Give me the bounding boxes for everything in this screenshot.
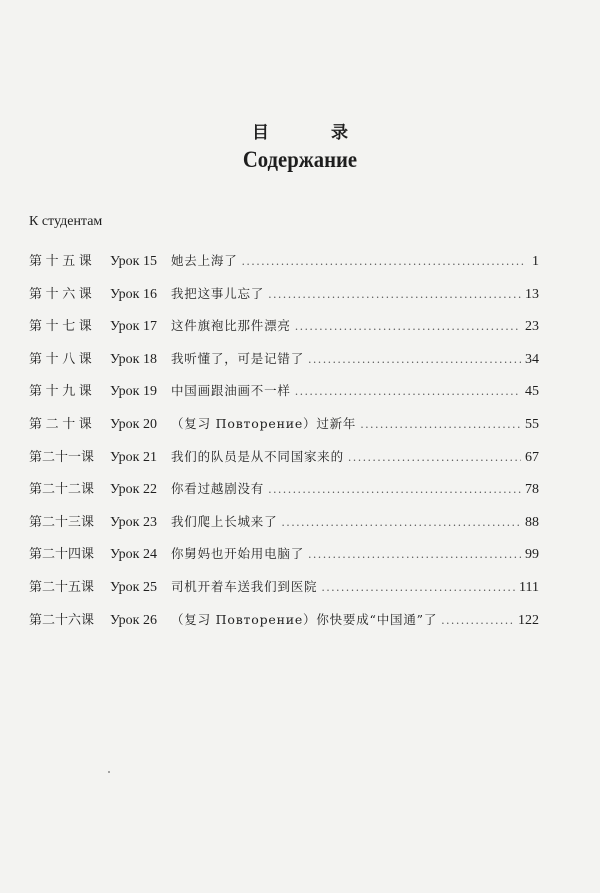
lesson-number-ru: Урок 21: [110, 449, 157, 465]
toc-row: [29, 512, 539, 545]
dot-leader: [441, 611, 514, 631]
dot-leader: [308, 545, 521, 565]
lesson-title: 中国画跟油画不一样: [171, 383, 291, 399]
lesson-title: 你舅妈也开始用电脑了: [171, 546, 305, 562]
page-number: 45: [525, 384, 539, 400]
paper-speck: [108, 771, 110, 773]
lesson-title: 司机开着车送我们到医院: [171, 578, 318, 594]
lesson-title: 这件旗袍比那件漂亮: [171, 318, 291, 334]
lesson-number-ru: Урок 18: [110, 351, 157, 367]
page-title-russian: Содержание: [242, 147, 358, 172]
page-number: 34: [525, 351, 539, 367]
dot-leader: [268, 285, 521, 305]
page-title-chinese: 目 录: [252, 123, 376, 143]
dot-leader: [281, 513, 521, 533]
lesson-number-cn: 第十九课: [29, 384, 96, 400]
dot-leader: [295, 382, 521, 402]
page-number: 1: [532, 254, 539, 269]
toc-row: [29, 349, 539, 382]
lesson-number-ru: Урок 25: [110, 579, 157, 595]
toc-row: [29, 284, 539, 317]
toc-row: [29, 610, 539, 643]
lesson-number-ru: Урок 19: [110, 384, 157, 400]
lesson-number-cn: 第十八课: [29, 351, 96, 367]
lesson-number-ru: Урок 22: [110, 482, 157, 498]
page-number: 99: [525, 547, 539, 563]
toc-row: [29, 577, 539, 610]
lesson-number-ru: Урок 26: [110, 612, 157, 628]
lesson-number-ru: Урок 15: [110, 254, 157, 269]
page-number: 67: [525, 449, 539, 465]
toc-row: [29, 251, 539, 284]
toc-row: [29, 316, 539, 349]
lesson-title: 我们的队员是从不同国家来的: [171, 448, 344, 464]
lesson-number-cn: 第二十二课: [29, 482, 95, 498]
lesson-title: （复习 Повторение）过新年: [171, 415, 357, 431]
dot-leader: [348, 448, 521, 468]
lesson-number-ru: Урок 24: [110, 547, 157, 563]
toc-row: [29, 414, 539, 447]
page-number: 111: [519, 579, 539, 595]
toc-list: [29, 251, 539, 642]
page-number: 55: [525, 416, 539, 432]
lesson-title: 她去上海了: [171, 253, 238, 268]
lesson-number-cn: 第二十一课: [29, 449, 95, 465]
lesson-number-cn: 第十六课: [29, 286, 96, 302]
lesson-title: 我把这事儿忘了: [171, 285, 265, 301]
toc-row: [29, 447, 539, 480]
lesson-number-cn: 第二十四课: [29, 547, 95, 563]
lesson-title: 我听懂了，可是记错了: [171, 350, 305, 366]
toc-row: [29, 381, 539, 414]
lesson-title: 我们爬上长城来了: [171, 513, 278, 529]
lesson-title: 你看过越剧没有: [171, 481, 265, 497]
page-number: 13: [525, 286, 539, 302]
lesson-number-cn: 第二十五课: [29, 579, 95, 595]
lesson-number-cn: 第二十课: [29, 416, 96, 432]
dot-leader: [360, 415, 521, 435]
page-number: 122: [518, 612, 539, 628]
dot-leader: [295, 317, 521, 337]
lesson-number-ru: Урок 23: [110, 514, 157, 530]
dot-leader: [242, 252, 525, 272]
page-number: 88: [525, 514, 539, 530]
dot-leader: [321, 578, 515, 598]
dot-leader: [308, 350, 521, 370]
lesson-number-ru: Урок 20: [110, 416, 157, 432]
intro-entry: К студентам: [29, 214, 103, 229]
lesson-number-ru: Урок 16: [110, 286, 157, 302]
lesson-number-cn: 第十七课: [29, 319, 96, 335]
page-number: 78: [525, 482, 539, 498]
toc-row: [29, 544, 539, 577]
lesson-number-cn: 第十五课: [29, 254, 96, 269]
page-number: 23: [525, 319, 539, 335]
lesson-number-cn: 第二十六课: [29, 612, 95, 628]
dot-leader: [268, 480, 521, 500]
lesson-title: （复习 Повторение）你快要成“中国通”了: [171, 611, 438, 627]
lesson-number-ru: Урок 17: [110, 319, 157, 335]
toc-row: [29, 479, 539, 512]
lesson-number-cn: 第二十三课: [29, 514, 95, 530]
